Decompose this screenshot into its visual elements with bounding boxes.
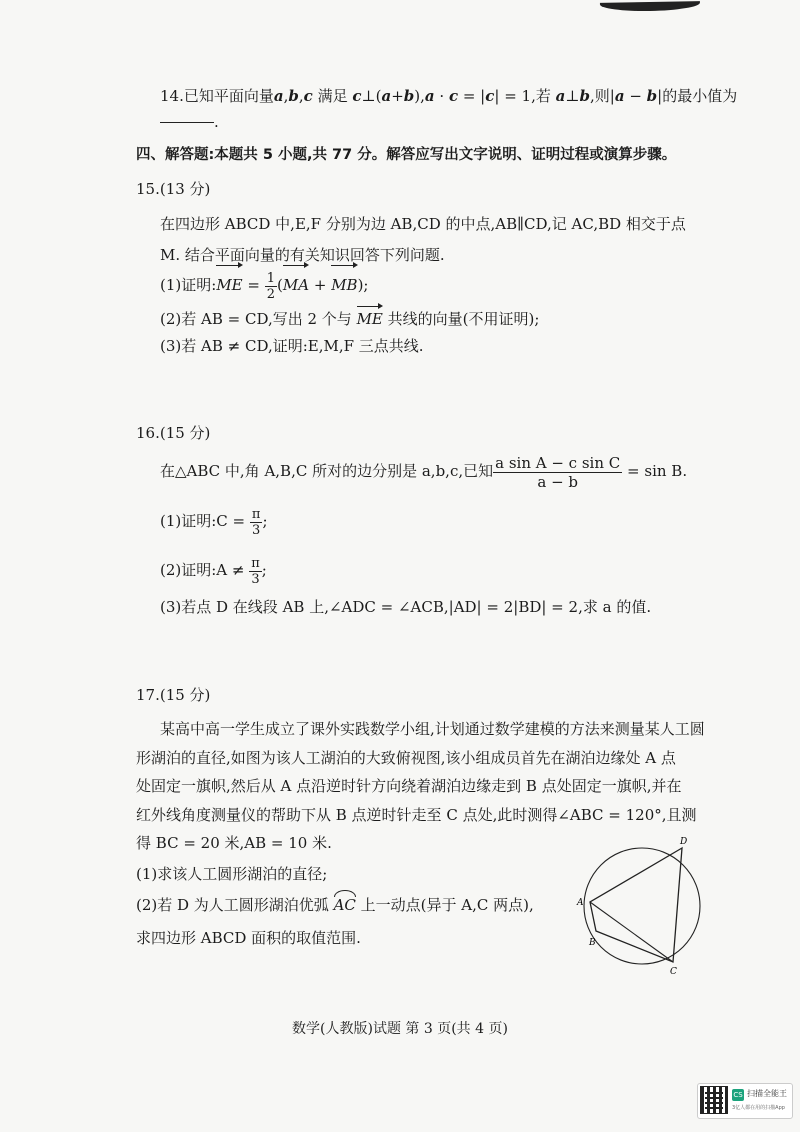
vector-b: b [579,87,590,105]
q17-stem-line-4: 红外线角度测量仪的帮助下从 B 点逆时针走至 C 点处,此时测得∠ABC = 120°,且测 [136,806,697,824]
vector-a: a [555,87,566,105]
vector-c: c [448,87,459,105]
question-17-heading: 17.(15 分) [136,686,211,704]
fraction-one-half [265,271,277,302]
paren: ); [357,276,369,294]
q14-text: ,则| [589,87,615,105]
comma: , [283,87,289,105]
lake-circle-figure [576,832,706,977]
punctuation: ; [261,561,267,579]
q17-part-1: (1)求该人工圆形湖泊的直径; [136,865,328,883]
part-label: (1)证明:C = [160,512,250,530]
qr-code-icon [701,1087,727,1113]
vector-MA: MA [283,268,309,302]
q15-part-3: (3)若 AB ≠ CD,证明:E,M,F 三点共线. [160,337,424,355]
q17-stem-line-5: 得 BC = 20 米,AB = 10 米. [136,834,332,852]
punctuation: ; [262,512,268,530]
vector-b: b [288,87,299,105]
part-text: (2)若 D 为人工圆形湖泊优弧 [136,896,334,914]
q14-text: + [391,87,404,105]
scan-edge-mark [600,1,700,12]
vector-b: b [403,87,415,105]
denominator: 3 [251,571,260,587]
arc-AC: AC [333,896,356,914]
q15-stem-line-2: M. 结合平面向量的有关知识回答下列问题. [160,246,445,264]
scanner-watermark-badge [697,1083,793,1119]
numerator: π [251,506,261,522]
fraction-pi-over-3 [249,556,262,587]
vector-a: a [273,87,284,105]
stem-text: 在△ABC 中,角 A,B,C 所对的边分别是 a,b,c,已知 [160,462,494,480]
part-text: (2)若 AB = CD,写出 2 个与 [160,310,357,328]
q14-text: = | [458,87,486,105]
vector-a: a [381,87,392,105]
lake-circle [584,848,700,964]
vector-b: b [646,87,658,105]
vector-c: c [303,87,313,105]
q16-part-2 [160,552,267,588]
q17-part-2 [136,895,534,915]
q15-part-1 [160,268,368,302]
vector-a: a [424,87,435,105]
label-D: D [680,837,688,847]
question-15-heading: 15.(13 分) [136,180,211,198]
q15-stem-line-1: 在四边形 ABCD 中,E,F 分别为边 AB,CD 的中点,AB∥CD,记 AC,BD 相交于点 [160,215,686,233]
q14-text: 满足 [312,87,353,105]
part-text: 共线的向量(不用证明); [382,310,540,328]
denominator: 2 [266,286,276,302]
vector-c: c [485,87,495,105]
numerator: a sin A − c sin C [495,453,621,472]
vector-MB: MB [331,268,357,302]
q16-part-3: (3)若点 D 在线段 AB 上,∠ADC = ∠ACB,|AD| = 2|BD| = 2,求 a 的值. [160,598,652,616]
part-text: 上一动点(异于 A,C 两点), [355,896,534,914]
blank-period: . [214,113,219,131]
comma: , [298,87,304,105]
vector-a: a [614,87,625,105]
q17-part-2-cont: 求四边形 ABCD 面积的取值范围. [136,929,361,947]
q14-text: ), [414,87,425,105]
label-B: B [589,938,596,948]
label-C: C [670,967,677,977]
q14-text: ⊥ [565,87,580,105]
part-label: (1)证明: [160,276,217,294]
question-16-heading: 16.(15 分) [136,424,211,442]
denominator: 3 [252,522,261,538]
question-14 [160,86,737,106]
quadrilateral-ABCD [590,848,682,962]
badge-app-name: 扫描全能王 [747,1089,787,1098]
chord-AC [590,902,673,962]
q14-text: | = 1,若 [494,87,556,105]
numerator: 1 [266,270,276,286]
vector-ME: ME [356,310,383,328]
equals-sign: = [242,276,265,294]
q17-stem-line-1: 某高中高一学生成立了课外实践数学小组,计划通过数学建模的方法来测量某人工圆 [160,720,705,738]
vector-ME: ME [216,268,242,302]
denominator: a − b [537,472,579,491]
part-label: (2)证明:A ≠ [160,561,250,579]
q14-text: ⊥( [361,87,382,105]
q15-part-2 [160,309,539,329]
plus-sign: + [309,276,332,294]
answer-blank[interactable] [160,122,214,123]
numerator: π [251,555,260,571]
q16-part-1 [160,503,268,539]
stem-text: = sin B. [622,462,688,480]
paren: ( [277,276,283,294]
q14-text: · [434,87,449,105]
badge-tagline: 3亿人都在用的扫描App [732,1105,785,1111]
q16-stem [160,452,687,491]
section-header: 四、解答题:本题共 5 小题,共 77 分。解答应写出文字说明、证明过程或演算步骤。 [136,147,677,163]
q14-text: |的最小值为 [657,87,738,105]
page-footer: 数学(人教版)试题 第 3 页(共 4 页) [292,1021,508,1037]
q17-stem-line-3: 处固定一旗帜,然后从 A 点沿逆时针方向绕着湖泊边缘走到 B 点处固定一旗帜,并在 [136,777,682,795]
q14-text: − [624,87,647,105]
q17-stem-line-2: 形湖泊的直径,如图为该人工湖泊的大致俯视图,该小组成员首先在湖泊边缘处 A 点 [136,749,676,767]
q14-text: 14.已知平面向量 [160,87,274,105]
fraction-pi-over-3 [250,507,263,538]
given-fraction [493,454,622,491]
camscanner-logo-icon: CS [733,1091,743,1099]
vector-c: c [352,87,362,105]
label-A: A [577,898,584,908]
